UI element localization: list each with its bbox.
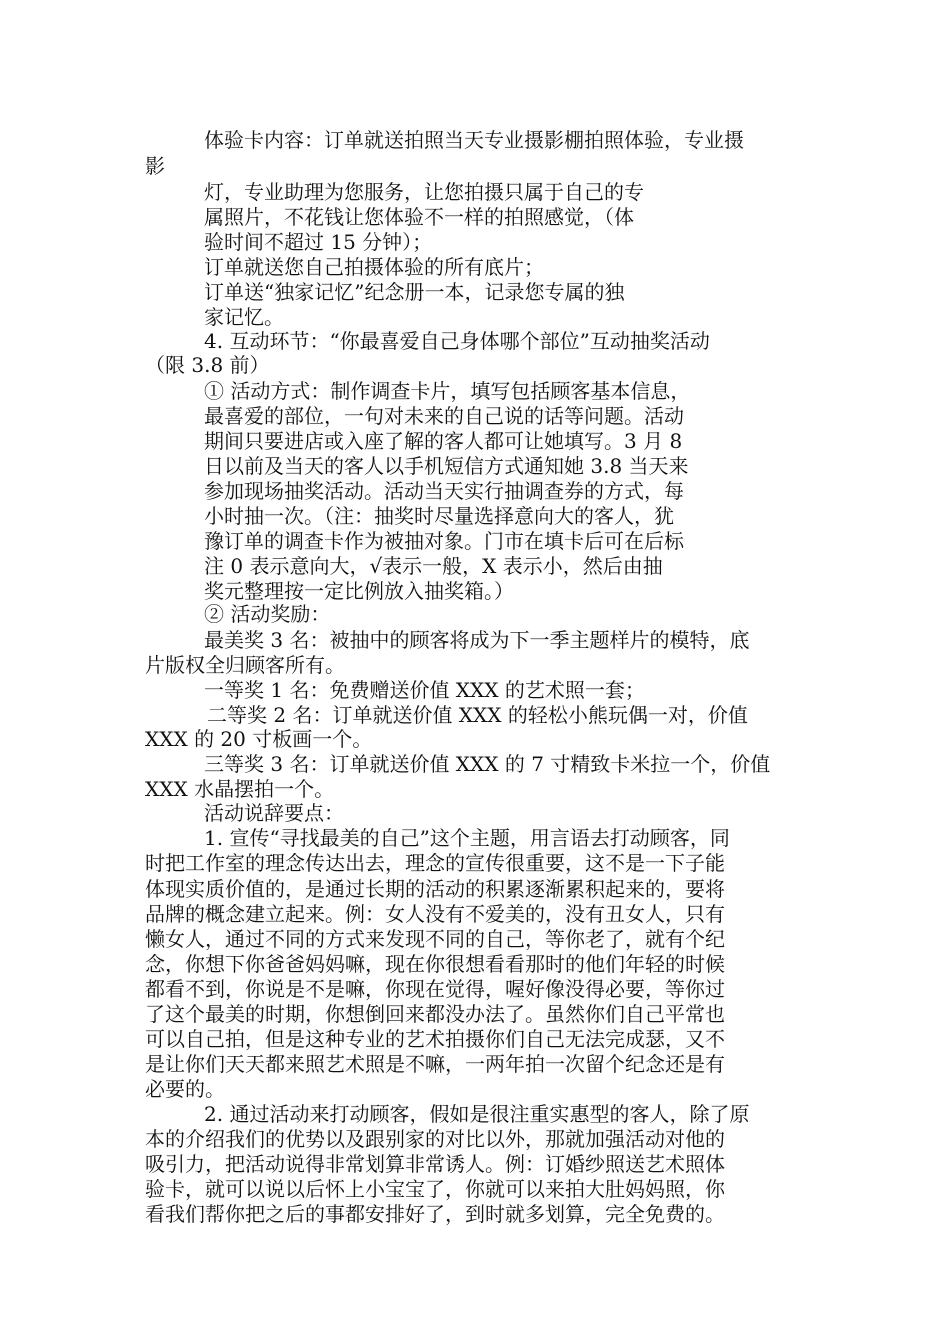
text-line: 家记忆。 <box>204 305 284 329</box>
text-line: 属照片，不花钱让您体验不一样的拍照感觉，（体 <box>204 205 634 229</box>
text-line: 订单送“独家记忆”纪念册一本，记录您专属的独 <box>204 280 625 304</box>
text-line: 订单就送您自己拍摄体验的所有底片； <box>204 255 544 279</box>
text-line: 参加现场抽奖活动。活动当天实行抽调查券的方式，每 <box>204 479 684 503</box>
text-line: ① 活动方式：制作调查卡片，填写包括顾客基本信息， <box>204 379 691 403</box>
text-line: 豫订单的调查卡作为被抽对象。门市在填卡后可在后标 <box>204 529 684 553</box>
text-line: ② 活动奖励： <box>204 602 331 626</box>
text-line: 奖元整理按一定比例放入抽奖箱。） <box>204 579 514 603</box>
text-line: 最喜爱的部位，一句对未来的自己说的话等问题。活动 <box>204 404 684 428</box>
text-line: 活动说辞要点： <box>204 801 344 825</box>
text-line: 是让你们天天都来照艺术照是不嘛，一两年拍一次留个纪念还是有 <box>145 1052 725 1076</box>
text-line: 看我们帮你把之后的事都安排好了，到时就多划算，完全免费的。 <box>145 1202 725 1226</box>
text-line: 三等奖 3 名：订单就送价值 XXX 的 7 寸精致卡米拉一个，价值 <box>204 752 771 776</box>
text-line: 品牌的概念建立起来。例：女人没有不爱美的，没有丑女人，只有 <box>145 902 725 926</box>
text-line: 吸引力，把活动说得非常划算非常诱人。例：订婚纱照送艺术照体 <box>145 1152 725 1176</box>
text-line: 1. 宣传“寻找最美的自己”这个主题，用言语去打动顾客，同 <box>204 826 730 850</box>
text-line: 验卡，就可以说以后怀上小宝宝了，你就可以来拍大肚妈妈照，你 <box>145 1177 725 1201</box>
text-line: 二等奖 2 名：订单就送价值 XXX 的轻松小熊玩偶一对，价值 <box>207 703 748 727</box>
text-line: 影 <box>145 154 165 178</box>
text-line: XXX 水晶摆拍一个。 <box>145 777 335 801</box>
text-line: 2. 通过活动来打动顾客，假如是很注重实惠型的客人，除了原 <box>204 1102 750 1126</box>
text-line: 可以自己拍，但是这种专业的艺术拍摄你们自己无法完成瑟，又不 <box>145 1027 725 1051</box>
text-line: 验时间不超过 15 分钟）； <box>204 230 433 254</box>
text-line: 体验卡内容：订单就送拍照当天专业摄影棚拍照体验，专业摄 <box>204 128 744 152</box>
text-line: 注 0 表示意向大，√表示一般，X 表示小，然后由抽 <box>204 554 663 578</box>
text-line: 都看不到，你说是不是嘛，你现在觉得，喔好像没得必要，等你过 <box>145 977 725 1001</box>
text-line: 时把工作室的理念传达出去，理念的宣传很重要，这不是一下子能 <box>145 851 725 875</box>
text-line: 期间只要进店或入座了解的客人都可让她填写。3 月 8 <box>204 429 683 453</box>
text-line: XXX 的 20 寸板画一个。 <box>145 727 373 751</box>
text-line: （限 3.8 前） <box>145 353 270 377</box>
text-line: 最美奖 3 名：被抽中的顾客将成为下一季主题样片的模特，底 <box>204 628 750 652</box>
text-line: 懒女人，通过不同的方式来发现不同的自己，等你老了，就有个纪 <box>145 927 725 951</box>
text-line: 一等奖 1 名：免费赠送价值 XXX 的艺术照一套； <box>204 678 645 702</box>
text-line: 必要的。 <box>145 1077 225 1101</box>
text-line: 片版权全归顾客所有。 <box>145 653 345 677</box>
text-line: 4. 互动环节：“你最喜爱自己身体哪个部位”互动抽奖活动 <box>204 329 710 353</box>
text-line: 念，你想下你爸爸妈妈嘛，现在你很想看看那时的他们年轻的时候 <box>145 952 725 976</box>
text-line: 灯，专业助理为您服务，让您拍摄只属于自己的专 <box>204 180 644 204</box>
text-line: 日以前及当天的客人以手机短信方式通知她 3.8 当天来 <box>204 454 689 478</box>
text-line: 体现实质价值的，是通过长期的活动的积累逐渐累积起来的，要将 <box>145 877 725 901</box>
text-line: 小时抽一次。（注：抽奖时尽量选择意向大的客人，犹 <box>204 504 674 528</box>
text-line: 本的介绍我们的优势以及跟别家的对比以外，那就加强活动对他的 <box>145 1127 725 1151</box>
text-line: 了这个最美的时期，你想倒回来都没办法了。虽然你们自己平常也 <box>145 1002 725 1026</box>
